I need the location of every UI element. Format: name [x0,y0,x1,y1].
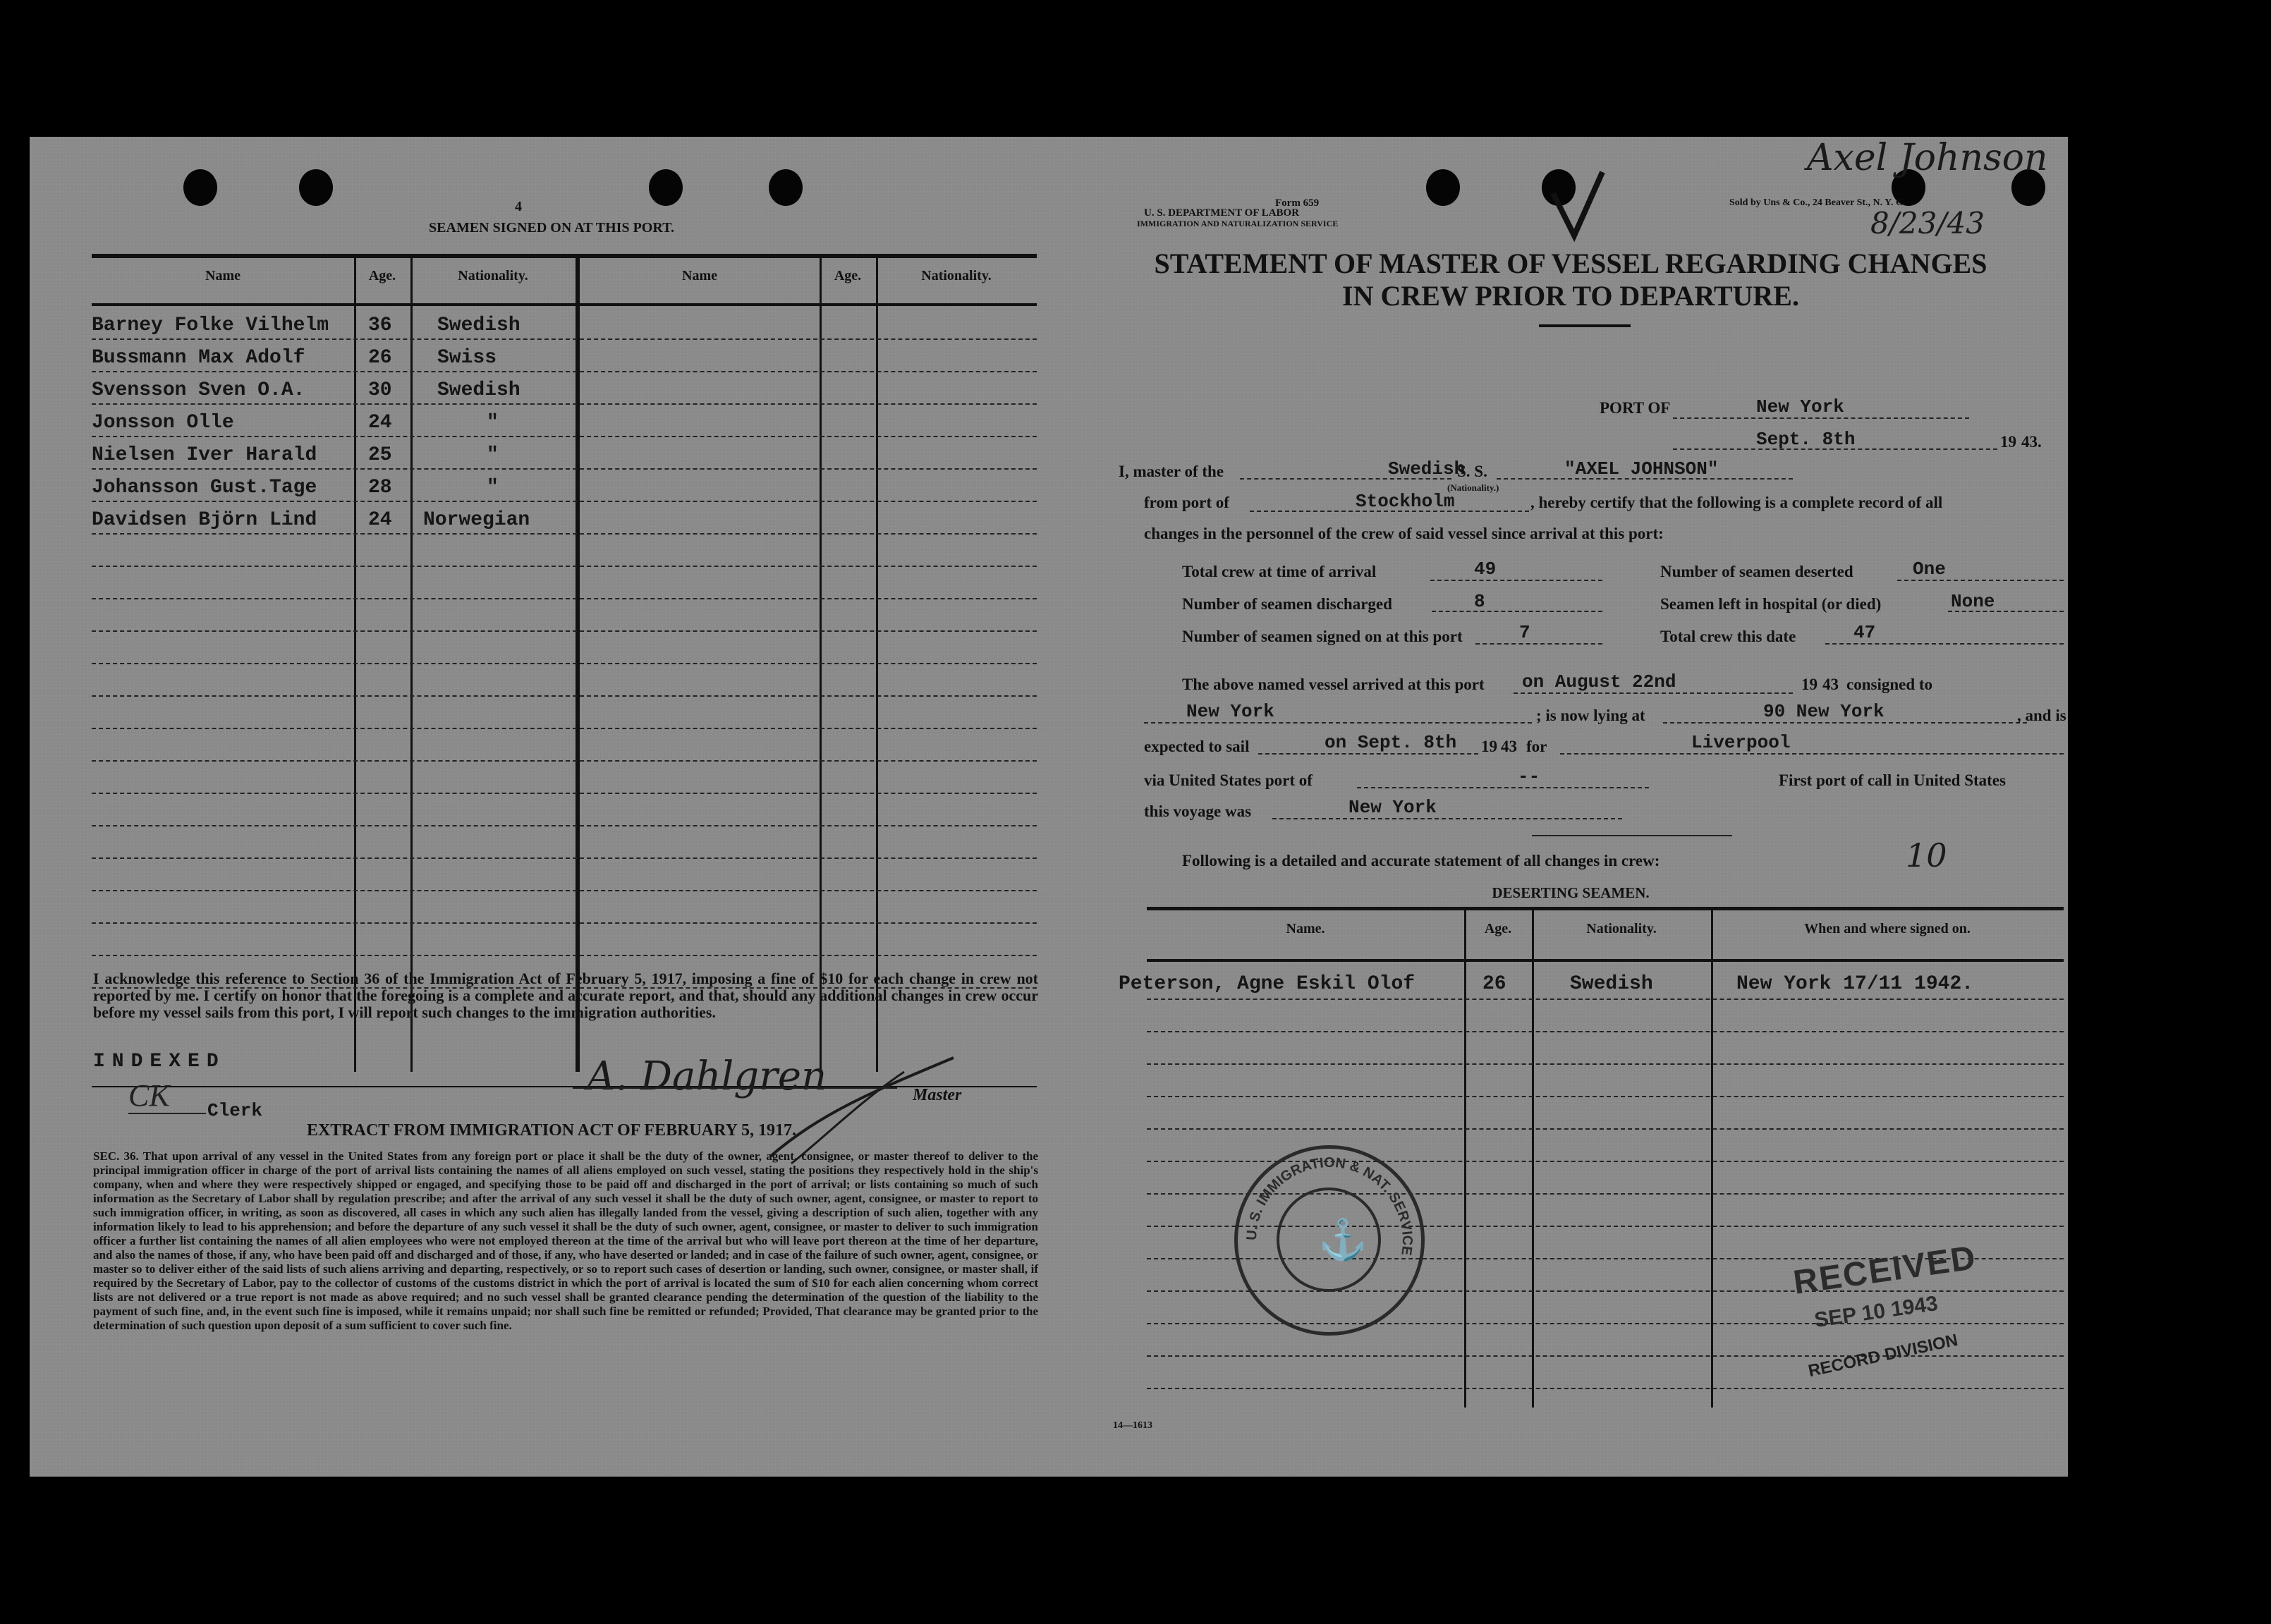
form-title-line2: IN CREW PRIOR TO DEPARTURE. [1342,280,1799,312]
punch-hole [769,169,803,206]
punch-hole [299,169,333,206]
for-label: for [1526,738,1547,755]
col-when-where: When and where signed on. [1804,921,1971,936]
expected-label: expected to sail [1144,738,1250,755]
this-voyage-label: this voyage was [1144,802,1252,820]
nationality-caption: (Nationality.) [1447,482,1499,493]
consigned-label: consigned to [1846,676,1933,693]
ss-label: S. S. [1457,463,1487,480]
desert-row-nationality: Swedish [1570,973,1653,995]
deserting-heading: DESERTING SEAMEN. [1492,884,1650,901]
service: IMMIGRATION AND NATURALIZATION SERVICE [1137,219,1339,228]
lying-label: ; is now lying at [1536,707,1645,724]
department: U. S. DEPARTMENT OF LABOR [1144,207,1300,219]
arrived-year: 43 [1822,676,1839,693]
row-nationality: Swedish [437,315,520,336]
master-of-label: I, master of the [1119,463,1224,480]
col-name: Name [205,268,241,283]
handwritten-vessel-name: Axel Johnson [1807,137,2048,179]
row-name: Bussmann Max Adolf [92,347,305,369]
col-name: Name. [1286,921,1325,936]
clerk-initials: CK [128,1078,170,1113]
clerk-label: Clerk [207,1100,263,1121]
check-mark [1539,165,1609,243]
row-age: 28 [368,477,392,499]
expected-year-prefix: 19 [1481,738,1497,755]
row-age: 30 [368,379,392,401]
desert-row-age: 26 [1482,973,1506,995]
deserted-label: Number of seamen deserted [1660,563,1853,580]
received-date: SEP 10 1943 [1813,1291,1940,1333]
page-number: 4 [515,199,522,214]
row-nationality: " [487,477,499,499]
row-name: Johansson Gust.Tage [92,477,317,499]
master-label: Master [913,1086,962,1104]
nationality-value: Swedish [1388,458,1466,480]
via-value: -- [1518,766,1540,787]
section-heading: SEAMEN SIGNED ON AT THIS PORT. [429,220,674,236]
punch-hole [183,169,217,206]
port-value: New York [1756,396,1844,417]
destination-value: Liverpool [1691,732,1791,753]
crew-signed-on-table [92,254,1037,1072]
form-number: 14—1613 [1113,1420,1152,1431]
clerk-line [128,1113,206,1114]
lying-value: 90 New York [1763,701,1885,722]
right-page [1073,137,2068,1477]
master-signature: A. Dahlgren [587,1054,827,1099]
from-port-label: from port of [1144,494,1229,511]
row-age: 25 [368,444,392,466]
row-age: 24 [368,412,392,434]
arrived-label: The above named vessel arrived at this port [1182,676,1485,693]
certify-text-2: changes in the personnel of the crew of said vessel since arrival at this port: [1144,525,1664,542]
desert-row-signed: New York 17/11 1942. [1736,973,1974,995]
via-label: via United States port of [1144,771,1313,789]
desert-row-name: Peterson, Agne Eskil Olof [1119,973,1415,995]
row-nationality: Swedish [437,379,520,401]
col-age: Age. [1484,921,1512,936]
received-stamp: RECEIVED [1791,1239,1979,1302]
col-age: Age. [368,268,396,283]
master-line [573,1087,897,1089]
row-nationality: " [487,444,499,466]
form-label: Form 659 [1275,197,1320,209]
vessel-name: "AXEL JOHNSON" [1564,458,1719,480]
signed-on-label: Number of seamen signed on at this port [1182,628,1463,645]
round-stamp-text: U. S. IMMIGRATION & NAT. SERVICE [1243,1154,1415,1257]
row-name: Davidsen Björn Lind [92,509,317,531]
extract-title: EXTRACT FROM IMMIGRATION ACT OF FEBRUARY 5, 1917. [306,1121,797,1140]
row-nationality: Norwegian [423,509,530,531]
row-age: 24 [368,509,392,531]
handwritten-date: 8/23/43 [1870,206,1985,240]
consignee-value: New York [1186,701,1274,722]
port-label: PORT OF [1600,399,1671,417]
punch-hole [1426,169,1460,206]
hospital-value: None [1951,591,1995,612]
total-arrival-label: Total crew at time of arrival [1182,563,1377,580]
first-port-value: New York [1348,797,1437,818]
deserted-value: One [1913,558,1946,580]
row-age: 26 [368,347,392,369]
row-name: Barney Folke Vilhelm [92,315,329,336]
discharged-label: Number of seamen discharged [1182,595,1392,613]
immigration-round-stamp [1234,1145,1425,1336]
and-is-label: , and is [2017,707,2066,724]
row-nationality: " [487,412,499,434]
row-age: 36 [368,315,392,336]
year-prefix: 19 [2000,433,2016,451]
signed-on-value: 7 [1519,622,1530,643]
printer-credit: Sold by Uns & Co., 24 Beaver St., N. Y. C. [1729,197,1906,208]
hospital-label: Seamen left in hospital (or died) [1660,595,1882,613]
discharged-value: 8 [1474,591,1485,612]
title-rule [1539,324,1631,327]
col-age-2: Age. [834,268,862,283]
row-name: Jonsson Olle [92,412,234,434]
extract-text: SEC. 36. That upon arrival of any vessel in the United States from any foreign port or place it shall be the duty of the owner, agent, consignee, or master thereof to deliver to the principal immigration officer in charge of the port of arrival lists containing the names of all aliens employed on such vessel, stating the positions they respectively hold in the ship's company, when and where they were respectively shipped or engaged, and specifying those to be paid off and discharged in the port of arrival; or lists containing so much of such information as the Secretary of Labor shall by regulation prescribe; and after the arrival of any such vessel it shall be the duty of such owner, agent, consignee, or master to report to such immigration officer, in writing, as soon as discovered, all cases in which any such alien has illegally landed from the vessel, giving a description of such alien, together with any information likely to lead to his apprehension; and before the departure of any such vessel it shall be the duty of such owner, agent, consignee, or master to deliver to such immigration officer a further list containing the names of all alien employees who were not employed thereon at the time of the arrival but who will leave port thereon at the time of her departure, and also the names of those, if any, who have been paid off and discharged and of those, if any, who have deserted or landed; and in case of the failure of such owner, agent, consignee, or master so to deliver either of the said lists of such aliens arriving and departing, respectively, or so to report such cases of desertion or landing, such owner, consignee, or master shall, if required by the Secretary of Labor, pay to the collector of customs of the customs district in which the port of arrival is located the sum of $10 for each alien concerning whom correct lists are not delivered or a true report is not made as above required; and no such vessel shall be granted clearance pending the determination of the question of the liability to the payment of such fine, and, in the event such fine is imposed, while it remains unpaid; nor shall such fine be remitted or refunded; Provided, That clearance may be granted prior to the determination of such question upon deposit of a sum sufficient to cover such fine. [93,1149,1038,1332]
total-date-value: 47 [1853,622,1876,643]
row-nationality: Swiss [437,347,497,369]
first-port-label: First port of call in United States [1779,771,2006,789]
date-value: Sept. 8th [1756,429,1856,450]
acknowledgement-text: I acknowledge this reference to Section 36 of the Immigration Act of February 5, 1917, imposing a fine of $10 for each change in crew not reported by me. I certify on honor that the foregoing is a complete and accurate report, and that, should any additional changes in crew occur before my vessel sails from this port, I will report such changes to the immigration authorities. [93,970,1038,1021]
certify-text: , hereby certify that the following is a complete record of all [1530,494,1943,511]
col-nationality: Nationality. [458,268,528,283]
punch-hole [649,169,683,206]
arrived-value: on August 22nd [1522,671,1676,692]
record-division-stamp: RECORD DIVISION [1806,1330,1960,1381]
form-title-line1: STATEMENT OF MASTER OF VESSEL REGARDING CHANGES [1154,248,1987,279]
expected-year: 43 [1501,738,1517,755]
arrived-year-prefix: 19 [1801,676,1818,693]
col-name-2: Name [682,268,717,283]
indexed-stamp: INDEXED [93,1051,226,1073]
col-nationality-2: Nationality. [921,268,992,283]
left-page [30,137,1073,1477]
following-label: Following is a detailed and accurate statement of all changes in crew: [1182,852,1660,869]
anchor-icon: ⚓ [1318,1219,1368,1262]
row-name: Nielsen Iver Harald [92,444,317,466]
row-name: Svensson Sven O.A. [92,379,305,401]
total-arrival-value: 49 [1474,558,1497,580]
col-nationality: Nationality. [1586,921,1657,936]
year-value: 43. [2021,433,2042,451]
changes-count: 10 [1906,836,1947,874]
expected-value: on Sept. 8th [1325,732,1457,753]
total-date-label: Total crew this date [1660,628,1796,645]
from-port-value: Stockholm [1356,491,1455,512]
